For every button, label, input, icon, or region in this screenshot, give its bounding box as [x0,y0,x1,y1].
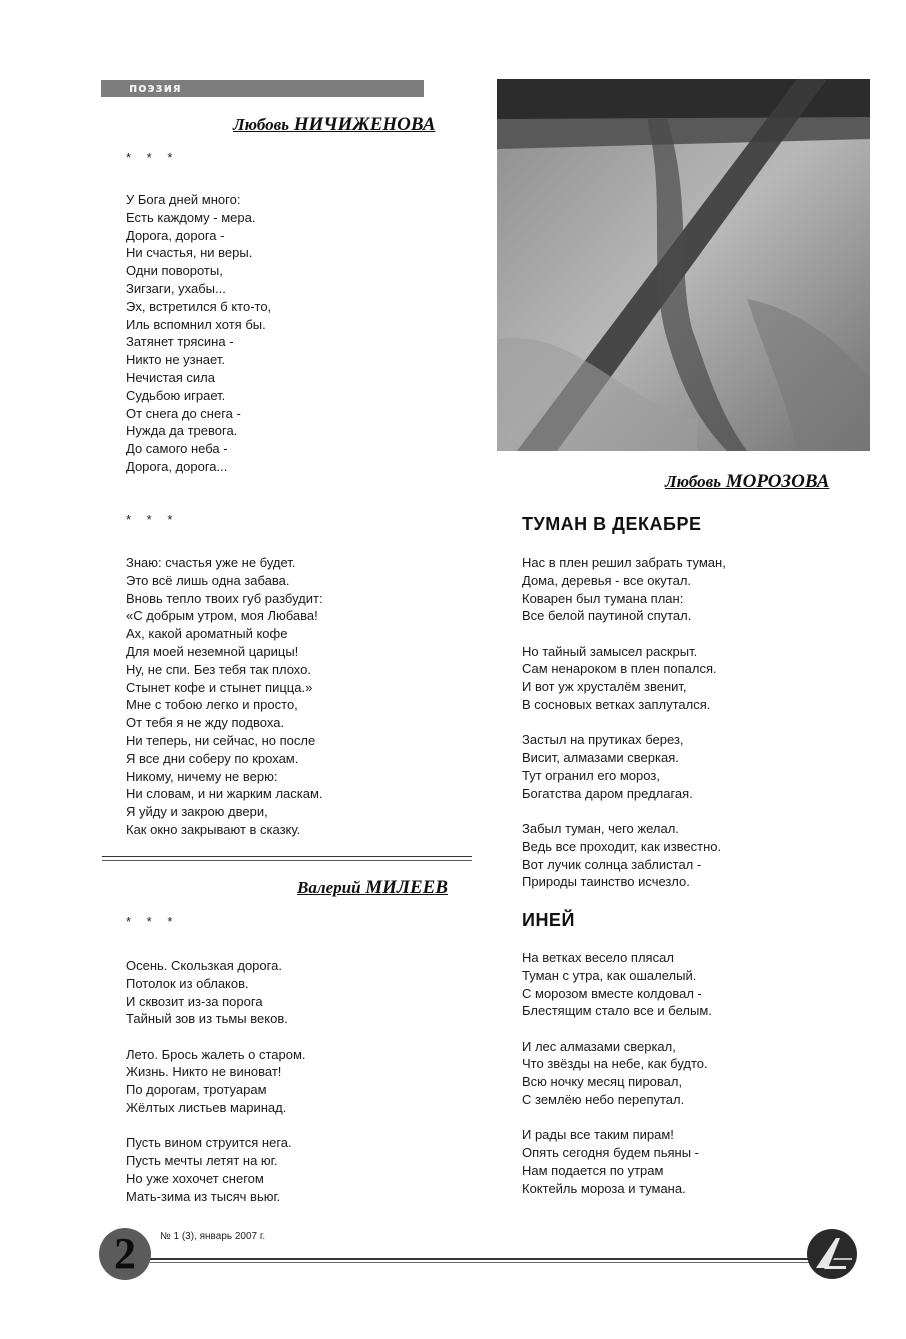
poem-line: Ни счастья, ни веры. [126,245,253,261]
divider-rule [102,860,472,861]
poem-iney [522,949,712,1198]
poem-line: Ни словам, и ни жарким ласкам. [126,786,323,802]
poem-line: Я все дни соберу по крохам. [126,750,299,766]
poem-line: Сам ненароком в плен попался. [522,661,717,677]
poem-line: Туман с утра, как ошалелый. [522,967,697,983]
poem-line: Все белой паутиной спутал. [522,608,692,624]
poem-line: Всю ночку месяц пировал, [522,1074,683,1090]
poem-line: С морозом вместе колдовал - [522,985,702,1001]
poem-line: Тайный зов из тьмы веков. [126,1011,288,1027]
poem-line: Застыл на прутиках берез, [522,732,684,748]
poem-line: Висит, алмазами сверкая. [522,750,679,766]
stanza-gap [522,714,726,732]
section-label: поэзия [129,81,182,95]
poem-line: Ах, какой ароматный кофе [126,626,288,642]
poem-title-tuman: ТУМАН В ДЕКАБРЕ [522,514,702,534]
poem-line: И вот уж хрусталём звенит, [522,679,687,695]
poem-line: Я уйду и закрою двери, [126,804,268,820]
stanza-gap [126,1117,306,1135]
poem-line: «С добрым утром, моя Любава! [126,608,318,624]
issue-info: № 1 (3), январь 2007 г. [160,1231,266,1242]
poem-osen [126,957,306,1206]
poem-line: От тебя я не жду подвоха. [126,715,285,731]
poem-line: В сосновых ветках заплутался. [522,697,711,713]
stanza-gap [522,1020,712,1038]
poem-line: С землёю небо перепутал. [522,1092,685,1108]
poem-line: Осень. Скользкая дорога. [126,958,282,973]
poem-line: На ветках весело плясал [522,950,674,965]
poem-line: Для моей неземной царицы! [126,643,299,659]
poem-line: Эх, встретился б кто-то, [126,298,272,314]
poem-znayu [126,554,323,839]
poem-line: Одни повороты, [126,263,223,279]
poem-line: И сквозит из-за порога [126,993,263,1009]
poem-line: До самого неба - [126,441,228,457]
poem-line: И рады все таким пирам! [522,1127,674,1143]
page-number: 2 [99,1228,151,1280]
poem-line: Блестящим стало все и белым. [522,1003,712,1019]
poem-line: Как окно закрывают в сказку. [126,821,301,837]
poem-line: Нам подается по утрам [522,1162,664,1178]
footer-rule [150,1258,835,1260]
poem-line: Ну, не спи. Без тебя так плохо. [126,661,311,677]
magazine-logo-icon [806,1228,858,1280]
poem-line: Нас в плен решил забрать туман, [522,555,726,570]
poem-line: Зигзаги, ухабы... [126,280,226,296]
poem-line: Дорога, дорога... [126,458,228,474]
poem-line: Пусть мечты летят на юг. [126,1153,278,1169]
stanza-gap [522,803,726,821]
stanza-gap [126,1028,306,1046]
poem-line: Жёлтых листьев маринад. [126,1100,287,1116]
poem-line: Ни теперь, ни сейчас, но после [126,732,316,748]
poem-line: Коктейль мороза и тумана. [522,1180,686,1196]
footer-rule [150,1262,835,1263]
poem-line: Дорога, дорога - [126,227,225,243]
poem-line: Богатства даром предлагая. [522,785,693,801]
poem-line: Судьбою играет. [126,387,226,403]
poem-line: Есть каждому - мера. [126,209,256,225]
poem-line: По дорогам, тротуарам [126,1082,267,1098]
poem-line: Стынет кофе и стынет пицца.» [126,679,313,695]
poem-line: И лес алмазами сверкал, [522,1038,676,1054]
poem-line: Что звёзды на небе, как будто. [522,1056,708,1072]
poem-line: Знаю: счастья уже не будет. [126,555,296,570]
poem-line: Природы таинство исчезло. [522,874,690,890]
poem-line: Опять сегодня будем пьяны - [522,1145,699,1161]
poem-u-boga [126,191,271,476]
poem-line: Тут огранил его мороз, [522,767,660,783]
poem-line: Никому, ничему не верю: [126,768,278,784]
poem-line: Коварен был тумана план: [522,590,684,606]
stanza-gap [522,1109,712,1127]
poem-line: Мать-зима из тысяч вьюг. [126,1188,281,1204]
poem-line: Забыл туман, чего желал. [522,821,679,837]
poem-line: Дома, деревья - все окутал. [522,572,692,588]
author-mileev: Валерий МИЛЕЕВ [297,877,449,898]
poem-line: Лето. Брось жалеть о старом. [126,1046,306,1062]
divider-rule [102,856,472,857]
section-bar [101,80,424,97]
poem-separator-stars: * * * [126,914,179,929]
poem-line: Вот лучик солнца заблистал - [522,856,702,872]
poem-tuman-v-dekabre [522,554,726,891]
author-morozova: Любовь МОРОЗОВА [665,471,830,492]
stanza-gap [522,625,726,643]
poem-line: Это всё лишь одна забава. [126,572,290,588]
poem-line: Но тайный замысел раскрыт. [522,643,698,659]
poem-line: Мне с тобою легко и просто, [126,697,298,713]
poem-separator-stars: * * * [126,512,179,527]
poem-line: Пусть вином струится нега. [126,1135,292,1151]
author-nichizhenova: Любовь НИЧИЖЕНОВА [233,114,436,135]
poem-line: От снега до снега - [126,405,241,421]
poem-line: Иль вспомнил хотя бы. [126,316,266,332]
poem-line: Но уже хохочет снегом [126,1170,264,1186]
poem-line: Ведь все проходит, как известно. [522,838,722,854]
poem-line: Жизнь. Никто не виноват! [126,1064,282,1080]
poem-line: Нечистая сила [126,369,215,385]
poem-line: Потолок из облаков. [126,975,249,991]
poem-separator-stars: * * * [126,150,179,165]
poem-title-iney: ИНЕЙ [522,910,575,930]
poem-line: Затянет трясина - [126,334,234,350]
poem-line: У Бога дней много: [126,192,241,207]
poem-line: Нужда да тревога. [126,423,238,439]
snow-path-photo [497,79,870,451]
poem-line: Вновь тепло твоих губ разбудит: [126,590,323,606]
poem-line: Никто не узнает. [126,352,225,368]
